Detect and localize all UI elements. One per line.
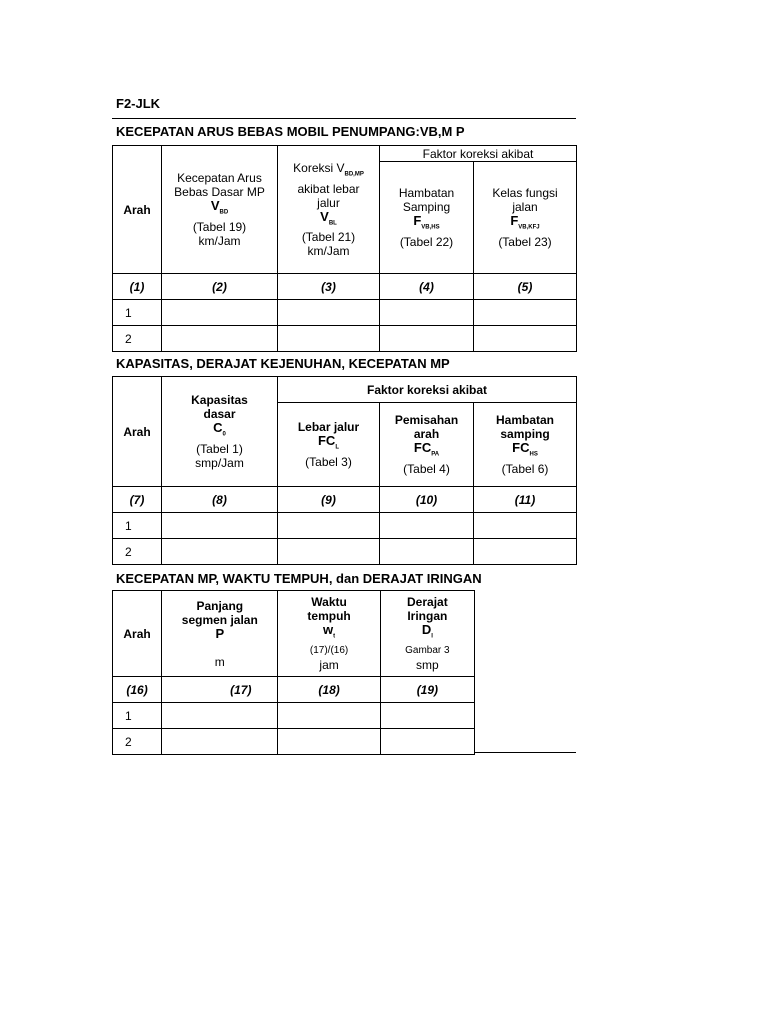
table-row [113, 326, 577, 352]
section3-table [112, 590, 475, 755]
s1-num: (3) [278, 274, 380, 300]
s1-header-vbd: Kecepatan Arus Bebas Dasar MP $V_{BD}$ (Tabel 19) km/Jam [162, 146, 278, 274]
section2-table [112, 376, 577, 565]
input-cell[interactable] [162, 513, 278, 539]
table-row [113, 703, 475, 729]
input-cell[interactable] [278, 539, 380, 565]
table-row [113, 729, 475, 755]
s3-num: (18) [278, 677, 380, 703]
input-cell[interactable] [278, 513, 380, 539]
table-row [113, 300, 577, 326]
row-label: 2 [113, 326, 162, 352]
s1-header-hambatan: Hambatan Samping $F_{VB,HS}$ (Tabel 22) [380, 162, 474, 274]
s1-num: (2) [162, 274, 278, 300]
s2-num: (7) [113, 487, 162, 513]
s1-header-arah: Arah [113, 146, 162, 274]
input-cell[interactable] [162, 539, 278, 565]
s2-num: (10) [380, 487, 474, 513]
input-cell[interactable] [162, 703, 278, 729]
row-label: 1 [113, 513, 162, 539]
form-code: F2-JLK [116, 96, 161, 111]
table-row [113, 513, 577, 539]
input-cell[interactable] [278, 703, 380, 729]
s3-num: (17) [162, 677, 278, 703]
input-cell[interactable] [380, 326, 474, 352]
row-label: 2 [113, 539, 162, 565]
input-cell[interactable] [380, 300, 474, 326]
s3-header-derajat: Derajat Iringan $D_I$ Gambar 3 smp [380, 591, 474, 677]
section3-title: KECEPATAN MP, WAKTU TEMPUH, dan DERAJAT IRINGAN [116, 571, 482, 586]
s2-num: (11) [474, 487, 577, 513]
s1-group-header: Faktor koreksi akibat [380, 146, 577, 162]
input-cell[interactable] [278, 729, 380, 755]
input-cell[interactable] [278, 300, 380, 326]
s1-num: (4) [380, 274, 474, 300]
input-cell[interactable] [162, 729, 278, 755]
s2-header-lebar: Lebar jalur $FC_L$ (Tabel 3) [278, 403, 380, 487]
s2-number-row [113, 487, 577, 513]
s1-num: (1) [113, 274, 162, 300]
s3-num: (19) [380, 677, 474, 703]
s1-header-koreksi: Koreksi $V_{BD,MP}$ akibat lebar jalur $V_{BL}$ (Tabel 21) km/Jam [278, 146, 380, 274]
input-cell[interactable] [474, 539, 577, 565]
s3-header-panjang: Panjang segmen jalan P m [162, 591, 278, 677]
s3-number-row [113, 677, 475, 703]
input-cell[interactable] [474, 326, 577, 352]
row-label: 2 [113, 729, 162, 755]
s1-header-kelas: Kelas fungsi jalan $F_{VB,KFJ}$ (Tabel 23) [474, 162, 577, 274]
section1-top-rule [112, 118, 576, 119]
s3-header-arah: Arah [113, 591, 162, 677]
s3-header-waktu: Waktu tempuh $w_t$ (17)/(16) jam [278, 591, 380, 677]
s1-number-row [113, 274, 577, 300]
section1-title: KECEPATAN ARUS BEBAS MOBIL PENUMPANG:VB,M P [116, 124, 465, 139]
input-cell[interactable] [162, 300, 278, 326]
table-row [113, 539, 577, 565]
row-label: 1 [113, 703, 162, 729]
s2-header-hambatan: Hambatan samping $FC_{HS}$ (Tabel 6) [474, 403, 577, 487]
input-cell[interactable] [162, 326, 278, 352]
row-label: 1 [113, 300, 162, 326]
input-cell[interactable] [474, 300, 577, 326]
section1-table [112, 145, 577, 352]
input-cell[interactable] [278, 326, 380, 352]
input-cell[interactable] [380, 703, 474, 729]
s2-header-arah: Arah [113, 377, 162, 487]
s2-group-header: Faktor koreksi akibat [278, 377, 577, 403]
section3-bottom-rule [475, 752, 576, 753]
section2-title: KAPASITAS, DERAJAT KEJENUHAN, KECEPATAN MP [116, 356, 450, 371]
s2-num: (8) [162, 487, 278, 513]
s2-num: (9) [278, 487, 380, 513]
s2-header-kapasitas: Kapasitas dasar $C_0$ (Tabel 1) smp/Jam [162, 377, 278, 487]
input-cell[interactable] [474, 513, 577, 539]
input-cell[interactable] [380, 729, 474, 755]
s2-header-pemisahan: Pemisahan arah $FC_{PA}$ (Tabel 4) [380, 403, 474, 487]
input-cell[interactable] [380, 539, 474, 565]
s3-num: (16) [113, 677, 162, 703]
s1-num: (5) [474, 274, 577, 300]
input-cell[interactable] [380, 513, 474, 539]
